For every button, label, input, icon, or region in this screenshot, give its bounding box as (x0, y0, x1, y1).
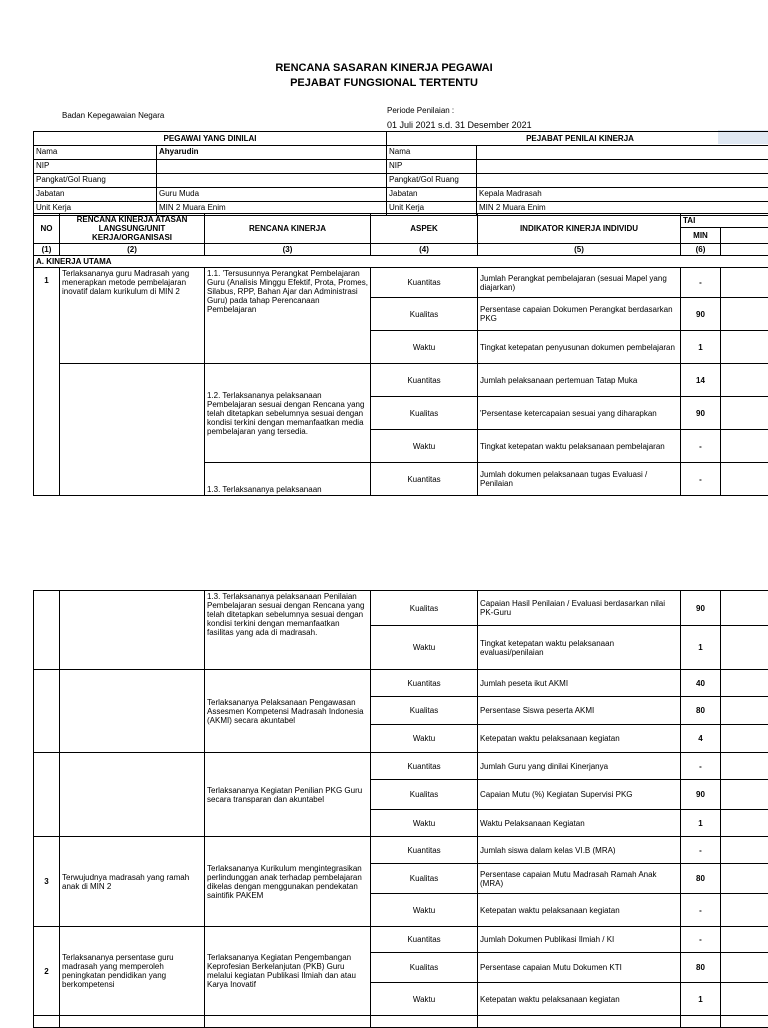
aspek-cell: Kualitas (371, 864, 478, 894)
value-unit-kerja-penilai: MIN 2 Muara Enim (477, 202, 768, 216)
iki-cell: Jumlah Guru yang dinilai Kinerjanya (478, 753, 681, 780)
target-min-cell: 1 (681, 810, 721, 837)
identity-table (33, 131, 768, 216)
target-min-cell: 90 (681, 591, 721, 626)
aspek-cell: Waktu (371, 430, 478, 463)
iki-cell: Persentase Siswa peserta AKMI (478, 697, 681, 725)
rk-1-1: 1.1. 'Tersusunnya Perangkat Pembelajaran Guru (Analisis Minggu Efektif, Prota, Promes, Silabus, RPP, Bahan Ajar dan Administrasi Guru) pada tahap Perencanaan Pembelajaran (205, 268, 371, 364)
target-min-cell: - (681, 837, 721, 864)
target-min-cell: 80 (681, 864, 721, 894)
target-min-cell: - (681, 894, 721, 927)
aspek-cell: Kuantitas (371, 268, 478, 298)
value-pangkat-penilai (477, 174, 768, 188)
target-min-cell: - (681, 268, 721, 298)
col-num-4: (4) (371, 244, 478, 256)
iki-cell: Tingkat ketepatan waktu pelaksanaan pembelajaran (478, 430, 681, 463)
target-min-cell: 90 (681, 780, 721, 810)
iki-cell: Waktu Pelaksanaan Kegiatan (478, 810, 681, 837)
target-min-cell: 1 (681, 983, 721, 1016)
value-nip-penilai (477, 160, 768, 174)
iki-cell: Jumlah peseta ikut AKMI (478, 670, 681, 697)
page-break (0, 496, 768, 590)
target-min-cell: 40 (681, 670, 721, 697)
iki-cell: 'Persentase ketercapaian sesuai yang diharapkan (478, 397, 681, 430)
value-nip (157, 160, 387, 174)
rk-atasan-2: Terlaksananya persentase guru madrasah yang memperoleh peningkatan pendidikan yang berkompetensi (60, 927, 205, 1016)
section-kinerja-utama: A. KINERJA UTAMA (34, 256, 768, 268)
col-num-1: (1) (34, 244, 60, 256)
document-title-line2: PEJABAT FUNGSIONAL TERTENTU (0, 77, 768, 89)
aspek-cell: Kualitas (371, 298, 478, 331)
col-num-5: (5) (478, 244, 681, 256)
label-nip: NIP (34, 160, 157, 174)
aspek-cell: Kualitas (371, 953, 478, 983)
rk-1-3: 1.3. Terlaksananya pelaksanaan Penilaian Pembelajaran sesuai dengan Rencana yang telah ditetapkan sebelumnya sesuai dengan kondisi terkini dengan memanfaatkan fasilitas yang ada di madrasah. (205, 591, 371, 670)
col-rk: RENCANA KINERJA (205, 214, 371, 244)
iki-cell: Ketepatan waktu pelaksanaan kegiatan (478, 725, 681, 753)
col-aspek: ASPEK (371, 214, 478, 244)
iki-cell: Jumlah dokumen pelaksanaan tugas Evaluasi / Penilaian (478, 463, 681, 496)
col-target: TAI (681, 214, 768, 228)
iki-cell: Jumlah Perangkat pembelajaran (sesuai Mapel yang diajarkan) (478, 268, 681, 298)
iki-cell: Ketepatan waktu pelaksanaan kegiatan (478, 894, 681, 927)
label-pangkat-penilai: Pangkat/Gol Ruang (387, 174, 477, 188)
iki-cell: Tingkat ketepatan penyusunan dokumen pembelajaran (478, 331, 681, 364)
iki-cell: Capaian Hasil Penilaian / Evaluasi berdasarkan nilai PK-Guru (478, 591, 681, 626)
target-min-cell: 14 (681, 364, 721, 397)
rk-atasan-3: Terwujudnya madrasah yang ramah anak di MIN 2 (60, 837, 205, 927)
col-iki: INDIKATOR KINERJA INDIVIDU (478, 214, 681, 244)
aspek-cell: Kuantitas (371, 364, 478, 397)
target-min-cell: 80 (681, 697, 721, 725)
col-min: MIN (681, 228, 721, 244)
aspek-cell: Waktu (371, 331, 478, 364)
row-no-3: 3 (34, 837, 60, 927)
rk-atasan-1-continued (60, 364, 205, 496)
kinerja-table-page2 (33, 590, 768, 1028)
label-jabatan: Jabatan (34, 188, 157, 202)
row-no-1: 1 (34, 268, 60, 496)
iki-cell: Jumlah siswa dalam kelas VI.B (MRA) (478, 837, 681, 864)
iki-cell: Persentase capaian Mutu Madrasah Ramah Anak (MRA) (478, 864, 681, 894)
value-unit-kerja: MIN 2 Muara Enim (157, 202, 387, 216)
period-label: Periode Penilaian : (387, 106, 454, 115)
target-min-cell: 90 (681, 397, 721, 430)
target-min-cell: 1 (681, 626, 721, 670)
aspek-cell: Kuantitas (371, 670, 478, 697)
aspek-cell: Kualitas (371, 780, 478, 810)
value-nama: Ahyarudin (157, 146, 387, 160)
iki-cell: Persentase capaian Mutu Dokumen KTI (478, 953, 681, 983)
label-nama: Nama (34, 146, 157, 160)
aspek-cell: Kuantitas (371, 753, 478, 780)
evaluator-header: PEJABAT PENILAI KINERJA (387, 132, 768, 146)
iki-cell: Capaian Mutu (%) Kegiatan Supervisi PKG (478, 780, 681, 810)
rk-1-2: 1.2. Terlaksananya pelaksanaan Pembelajaran sesuai dengan Rencana yang telah ditetapkan sebelumnya sesuai dengan kondisi terkini dengan memanfaatkan media pembelajaran yang tersedia. (205, 364, 371, 463)
col-num-6: (6) (681, 244, 721, 256)
rk-atasan-1: Terlaksananya guru Madrasah yang menerapkan metode pembelajaran inovatif dalam kurikulum di MIN 2 (60, 268, 205, 364)
target-min-cell: 80 (681, 953, 721, 983)
target-min-cell: - (681, 430, 721, 463)
iki-cell: Persentase capaian Dokumen Perangkat berdasarkan PKG (478, 298, 681, 331)
col-rk-atasan: RENCANA KINERJA ATASAN LANGSUNG/UNIT KERJA/ORGANISASI (60, 214, 205, 244)
label-nip-penilai: NIP (387, 160, 477, 174)
aspek-cell: Kuantitas (371, 463, 478, 496)
col-max (721, 228, 768, 244)
target-min-cell: - (681, 753, 721, 780)
aspek-cell: Kuantitas (371, 927, 478, 953)
iki-cell: Jumlah pelaksanaan pertemuan Tatap Muka (478, 364, 681, 397)
aspek-cell: Waktu (371, 983, 478, 1016)
rk-akmi: Terlaksananya Pelaksanaan Pengawasan Assesmen Kompetensi Madrasah Indonesia (AKMI) secara akuntabel (205, 670, 371, 753)
value-nama-penilai (477, 146, 768, 160)
rk-1-3-partial: 1.3. Terlaksananya pelaksanaan (205, 463, 371, 496)
target-min-cell: 4 (681, 725, 721, 753)
label-pangkat: Pangkat/Gol Ruang (34, 174, 157, 188)
aspek-cell: Kuantitas (371, 837, 478, 864)
row-no-2: 2 (34, 927, 60, 1016)
iki-cell: Jumlah Dokumen Publikasi Ilmiah / KI (478, 927, 681, 953)
label-jabatan-penilai: Jabatan (387, 188, 477, 202)
evaluated-employee-header: PEGAWAI YANG DINILAI (34, 132, 387, 146)
label-unit-kerja: Unit Kerja (34, 202, 157, 216)
value-jabatan: Guru Muda (157, 188, 387, 202)
rk-pkg: Terlaksananya Kegiatan Penilian PKG Guru secara transparan dan akuntabel (205, 753, 371, 837)
aspek-cell: Kualitas (371, 697, 478, 725)
aspek-cell: Waktu (371, 626, 478, 670)
target-min-cell: 90 (681, 298, 721, 331)
target-min-cell: 1 (681, 331, 721, 364)
iki-cell: Tingkat ketepatan waktu pelaksanaan evaluasi/penilaian (478, 626, 681, 670)
kinerja-table-page1 (33, 213, 768, 496)
col-num-2: (2) (60, 244, 205, 256)
label-nama-penilai: Nama (387, 146, 477, 160)
rk-pkb: Terlaksananya Kegiatan Pengembangan Keprofesian Berkelanjutan (PKB) Guru melalui kegiatan Publikasi Ilmiah dan atau Karya Inovatif (205, 927, 371, 1016)
value-jabatan-penilai: Kepala Madrasah (477, 188, 768, 202)
col-num-3: (3) (205, 244, 371, 256)
iki-cell: Ketepatan waktu pelaksanaan kegiatan (478, 983, 681, 1016)
period-value: 01 Juli 2021 s.d. 31 Desember 2021 (387, 120, 532, 130)
agency-name: Badan Kepegawaian Negara (62, 111, 164, 120)
label-unit-kerja-penilai: Unit Kerja (387, 202, 477, 216)
aspek-cell: Waktu (371, 810, 478, 837)
value-pangkat (157, 174, 387, 188)
aspek-cell: Kualitas (371, 591, 478, 626)
target-min-cell: - (681, 927, 721, 953)
target-min-cell: - (681, 463, 721, 496)
col-no: NO (34, 214, 60, 244)
aspek-cell: Kualitas (371, 397, 478, 430)
document-title-line1: RENCANA SASARAN KINERJA PEGAWAI (0, 62, 768, 74)
rk-kurikulum: Terlaksananya Kurikulum mengintegrasikan perlindunggan anak terhadap pembelajaran dikelas dengan menggunakan pendekatan saintifik PAKEM (205, 837, 371, 927)
aspek-cell: Waktu (371, 725, 478, 753)
aspek-cell: Waktu (371, 894, 478, 927)
